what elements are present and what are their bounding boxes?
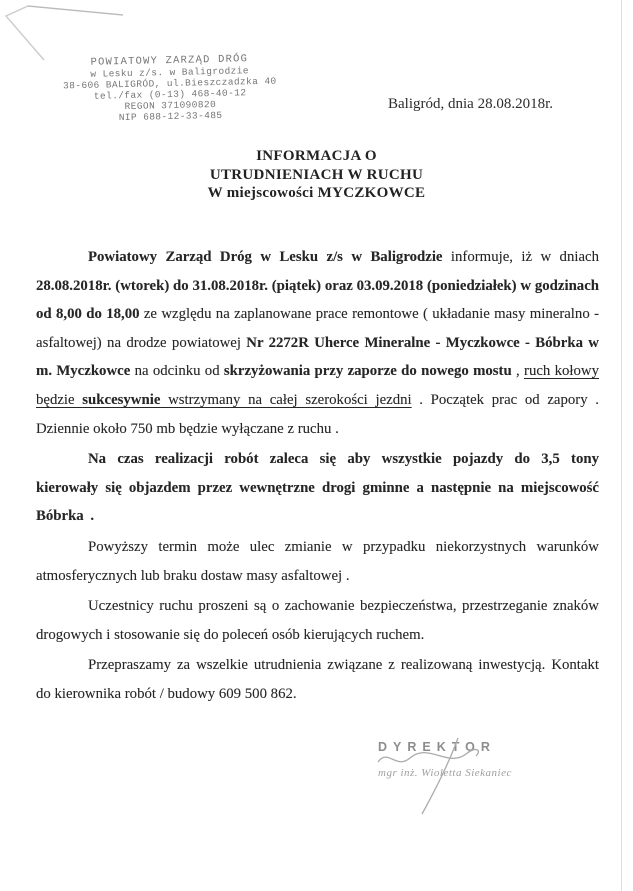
stamp-phone: tel./fax (0-13) 468-40-12 (93, 87, 247, 102)
document-title (0, 147, 633, 203)
title-line-3: W miejscowości MYCZKOWCE (207, 185, 426, 201)
p1-comma: , (511, 363, 525, 380)
scan-edge-line (621, 0, 622, 891)
p1-underlined: ruch kołowy będzie (36, 363, 599, 408)
paragraph-5: Przepraszamy za wszelkie utrudnienia związane z realizowaną inwestycją. Kontakt do kierownika robót / budowy 609 500 862. (36, 657, 599, 702)
date-line: Baligród, dnia 28.08.2018r. (388, 96, 553, 112)
paragraph-3: Powyższy termin może ulec zmianie w przypadku niekorzystnych warunków atmosferycznych lub braku dostaw masy asfaltowej . (36, 538, 599, 584)
p1-dates-bold: 28.08.2018r. (wtorek) do 31.08.2018r. (piątek) oraz 03.09.2018 (poniedziałek) w godzinach od 8,00 do 18,00 (36, 277, 599, 323)
p1-text-3: na odcinku od (130, 363, 224, 380)
p1-road-bold: Nr 2272R Uherce Mineralne - Myczkowce - Bóbrka w m. Myczkowce (36, 334, 599, 380)
paragraph-4: Uczestnicy ruchu proszeni są o zachowanie bezpieczeństwa, przestrzeganie znaków drogowych i stosowanie się do poleceń osób kierujących ruchem. (36, 598, 599, 643)
paragraph-2: Na czas realizacji robót zaleca się aby wszystkie pojazdy do 3,5 tony kierowały się objazdem przez wewnętrzne drogi gminne a następnie na miejscowość Bóbrka . (36, 451, 599, 525)
title-line-2: UTRUDNIENIACH W RUCHU (209, 166, 424, 183)
stamp-address: 38-606 BALIGRÓD, ul.Bieszczadzka 40 (62, 75, 277, 92)
stamp-nip: NIP 688-12-33-485 (118, 109, 223, 124)
p1-org-bold: Powiatowy Zarząd Dróg w Lesku z/s w Baligrodzie (88, 249, 443, 265)
stamp-regon: REGON 371090820 (124, 98, 217, 113)
p1-text-2: ze względu na zaplanowane prace remontowe ( układanie masy mineralno -asfaltowej) na drodze powiatowej (36, 306, 599, 351)
letterhead-stamp (49, 53, 290, 124)
title-line-1: INFORMACJA O (256, 148, 377, 164)
stamp-org-name: POWIATOWY ZARZĄD DRÓG (90, 53, 249, 69)
paragraph-1 (36, 243, 599, 443)
p1-section-bold: skrzyżowania przy zaporze do nowego mostu (223, 363, 512, 380)
signature-block (378, 740, 588, 779)
p1-text-4: . Początek prac od zapory . Dziennie około 750 mb będzie wyłączane z ruchu . (36, 391, 599, 437)
p1-underlined-2: wstrzymany na całej szerokości jezdni (160, 391, 412, 408)
stamp-org-location: w Lesku z/s. w Baligrodzie (90, 65, 250, 80)
letter-body (36, 243, 599, 711)
p1-underlined-bold: sukcesywnie (82, 391, 161, 408)
p1-text: informuje, iż w dniach (442, 249, 600, 265)
signature-role: DYREKTOR (378, 740, 496, 754)
signature-name: mgr inż. Wioletta Siekaniec (378, 767, 512, 779)
